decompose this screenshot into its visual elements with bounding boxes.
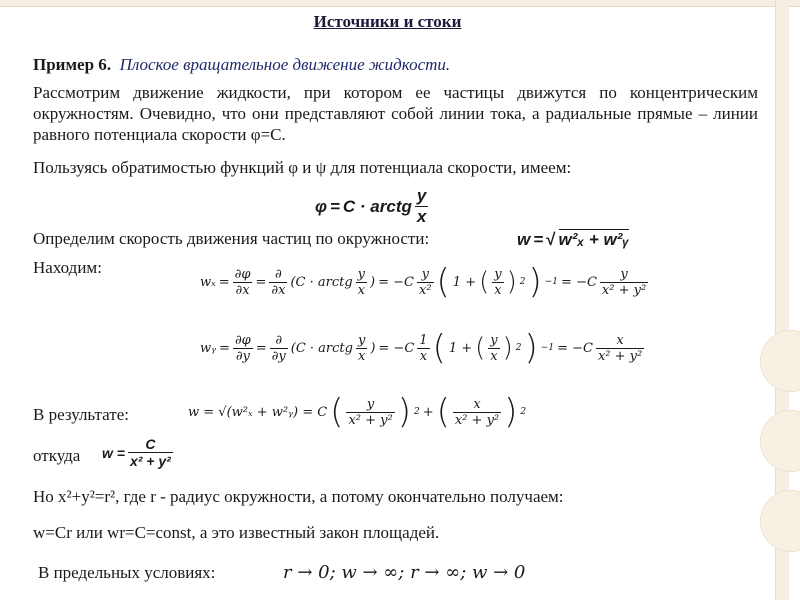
formula-phi: φ = C · arctg $\frac{y}{x}$ <box>315 186 427 226</box>
decor-circle <box>760 490 800 552</box>
formula-whence: w = $\frac{C}{\text{x² + y²}}$ <box>102 436 171 469</box>
formula-w: w = √ w²ₓ + w²ᵧ <box>517 229 629 249</box>
speed-line: Определим скорость движения частиц по окружности: <box>33 229 430 248</box>
but-line: Но x²+y²=r², где r - радиус окружности, а потому окончательно получаем: <box>33 487 564 506</box>
top-border <box>0 0 800 7</box>
example-title: Плоское вращательное движение жидкости. <box>119 55 451 74</box>
formula-wx: wₓ = $\frac{\partial\varphi}{\partial x}$ = $\frac{\partial}{\partial x}$ (C · arctg $\frac{y}{x}$ ) = −C $\frac{y}{\text{x²}}$ ( 1 + ( $\frac{y}{x}$ ) 2 ) −1 = −C $\frac{y}{\text{x² + y²}}$ <box>200 262 647 302</box>
decor-circle <box>760 330 800 392</box>
intro-paragraph: Рассмотрим движение жидкости, при котором ее частицы движутся по концентрическим окружностям. Очевидно, что они представляют собой линии тока, а радиальные прямые – линии равного потенциала скорости φ=С. <box>33 83 758 144</box>
whence-line: откуда <box>33 446 81 465</box>
example-heading: Пример 6. Плоское вращательное движение жидкости. <box>33 55 451 74</box>
find-line: Находим: <box>33 258 102 277</box>
example-label: Пример 6 <box>33 55 107 74</box>
reversibility-line: Пользуясь обратимостью функций φ и ψ для потенциала скорости, имеем: <box>33 158 572 177</box>
decor-circle <box>760 410 800 472</box>
slide-title: Источники и стоки <box>313 12 462 31</box>
final-line: w=Cr или wr=C=const, а это известный закон площадей. <box>33 523 440 542</box>
formula-wy: wᵧ = $\frac{\partial\varphi}{\partial y}$ = $\frac{\partial}{\partial y}$ (C · arctg $\frac{y}{x}$ ) = −C $\frac{1}{x}$ ( 1 + ( $\frac{y}{x}$ ) 2 ) −1 = −C $\frac{x}{\text{x² + y²}}$ <box>200 328 643 368</box>
result-line: В результате: <box>33 405 129 424</box>
formula-result: w = √(w²ₓ + w²ᵧ) = C ( $\frac{y}{\text{x² + y²}}$ ) 2 + ( $\frac{x}{\text{x² + y²}}$ ) 2 <box>188 392 527 432</box>
formula-limits: r → 0; w → ∞; r → ∞; w → 0 <box>283 562 526 583</box>
limits-line: В предельных условиях: <box>38 563 216 582</box>
